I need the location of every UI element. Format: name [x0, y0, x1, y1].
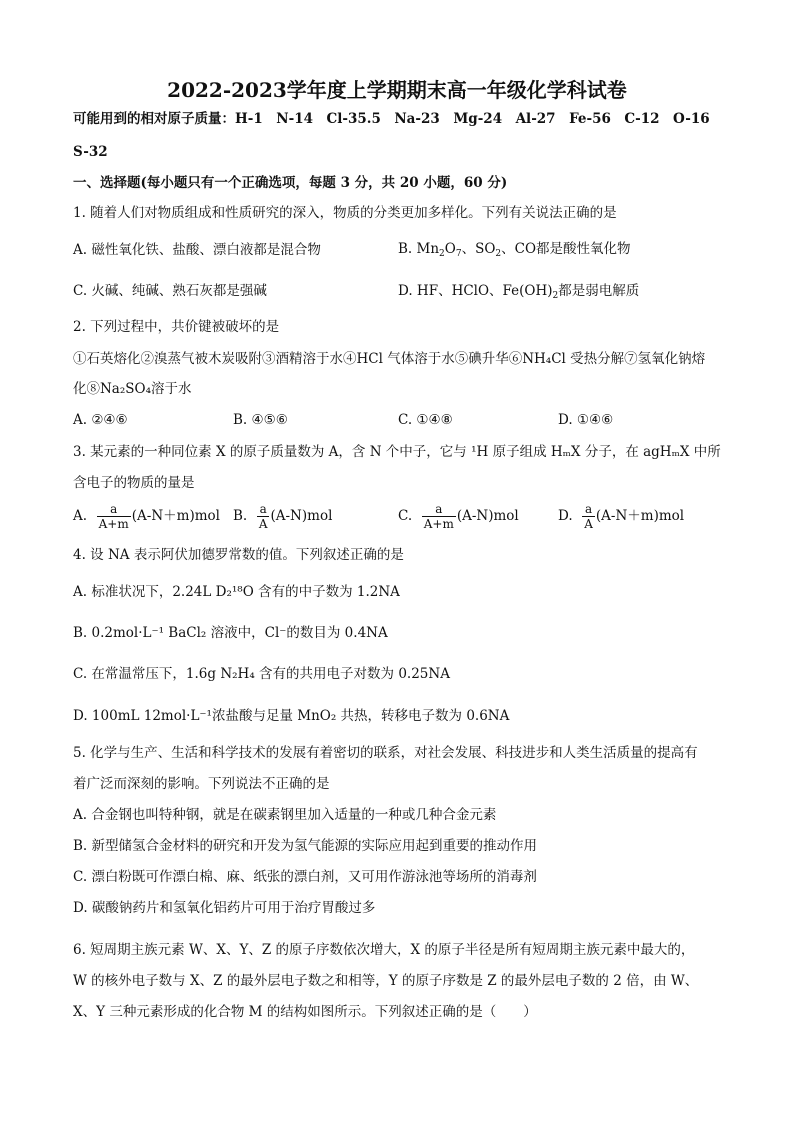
- q1-option-d: D. HF、HClO、$Fe(OH)_2$都是弱电解质: [398, 283, 640, 301]
- q6-stem-2: W 的核外电子数与 X、Z 的最外层电子数之和相等，Y 的原子序数是 Z 的最外层电子数的 2 倍，由 W、: [73, 973, 699, 989]
- q3-option-d: D. $\frac{a}{A}$ (A-N＋m)mol: [558, 502, 685, 531]
- q2-option-c: C. ①④⑧: [398, 412, 453, 428]
- exam-title: 2022-2023学年度上学期期末高一年级化学科试卷: [167, 78, 627, 102]
- q4-option-a: A. 标准状况下，2.24L D₂¹⁸O 含有的中子数为 1.2NA: [73, 584, 400, 600]
- q3-option-c: C. $\frac{a}{A+m}$ (A-N)mol: [398, 502, 519, 531]
- q5-option-a: A. 合金钢也叫特种钢，就是在碳素钢里加入适量的一种或几种合金元素: [73, 807, 497, 823]
- atomic-masses-line: 可能用到的相对原子质量：H-1 N-14 Cl-35.5 Na-23 Mg-24 Al-27 Fe-56 C-12 O-16: [73, 111, 710, 127]
- q3-stem: 3. 某元素的一种同位素 X 的原子质量数为 A，含 N 个中子，它与 ¹H 原子组成 HₘX 分子，在 agHₘX 中所: [73, 444, 721, 460]
- q4-stem: 4. 设 NA 表示阿伏加德罗常数的值。下列叙述正确的是: [73, 547, 404, 563]
- q2-option-a: A. ②④⑥: [73, 412, 128, 428]
- q6-stem-3: X、Y 三种元素形成的化合物 M 的结构如图所示。下列叙述正确的是（ ）: [73, 1004, 537, 1020]
- q2-processes-line: ①石英熔化②溴蒸气被木炭吸附③酒精溶于水④HCl 气体溶于水⑤碘升华⑥NH₄Cl 受热分解⑦氢氧化钠熔: [73, 351, 706, 367]
- q2-processes-line-2: 化⑧Na₂SO₄溶于水: [73, 381, 192, 397]
- q5-option-c: C. 漂白粉既可作漂白棉、麻、纸张的漂白剂，又可用作游泳池等场所的消毒剂: [73, 869, 537, 885]
- q4-option-d: D. 100mL 12mol·L⁻¹浓盐酸与足量 MnO₂ 共热，转移电子数为 0.6NA: [73, 708, 510, 724]
- q1-option-c: C. 火碱、纯碱、熟石灰都是强碱: [73, 283, 267, 299]
- q3-option-b: B. $\frac{a}{A}$ (A-N)mol: [233, 502, 333, 531]
- q4-option-b: B. 0.2mol·L⁻¹ BaCl₂ 溶液中，Cl⁻的数目为 0.4NA: [73, 625, 388, 641]
- q5-option-d: D. 碳酸钠药片和氢氧化铝药片可用于治疗胃酸过多: [73, 900, 376, 916]
- q6-stem: 6. 短周期主族元素 W、X、Y、Z 的原子序数依次增大，X 的原子半径是所有短周期主族元素中最大的，: [73, 942, 695, 958]
- q5-stem: 5. 化学与生产、生活和科学技术的发展有着密切的联系，对社会发展、科技进步和人类生活质量的提高有: [73, 745, 698, 761]
- q4-option-c: C. 在常温常压下，1.6g N₂H₄ 含有的共用电子对数为 0.25NA: [73, 666, 450, 682]
- q3-option-a: A. $\frac{a}{A+m}$ (A-N＋m)mol: [73, 502, 220, 531]
- q1-option-a: A. 磁性氧化铁、盐酸、漂白液都是混合物: [73, 242, 321, 258]
- q5-stem-2: 着广泛而深刻的影响。下列说法不正确的是: [73, 776, 330, 792]
- q1-option-b: B. $Mn_2O_7$、$SO_2$、CO都是酸性氧化物: [398, 241, 631, 259]
- q2-stem: 2. 下列过程中，共价键被破坏的是: [73, 319, 280, 335]
- q2-option-d: D. ①④⑥: [558, 412, 614, 428]
- q5-option-b: B. 新型储氢合金材料的研究和开发为氢气能源的实际应用起到重要的推动作用: [73, 838, 538, 854]
- section-heading: 一、选择题(每小题只有一个正确选项，每题 3 分，共 20 小题，60 分): [73, 175, 508, 191]
- q1-stem: 1. 随着人们对物质组成和性质研究的深入，物质的分类更加多样化。下列有关说法正确的是: [73, 205, 617, 221]
- atomic-masses-line-2: S-32: [73, 144, 108, 160]
- q2-option-b: B. ④⑤⑥: [233, 412, 288, 428]
- q3-stem-2: 含电子的物质的量是: [73, 475, 195, 491]
